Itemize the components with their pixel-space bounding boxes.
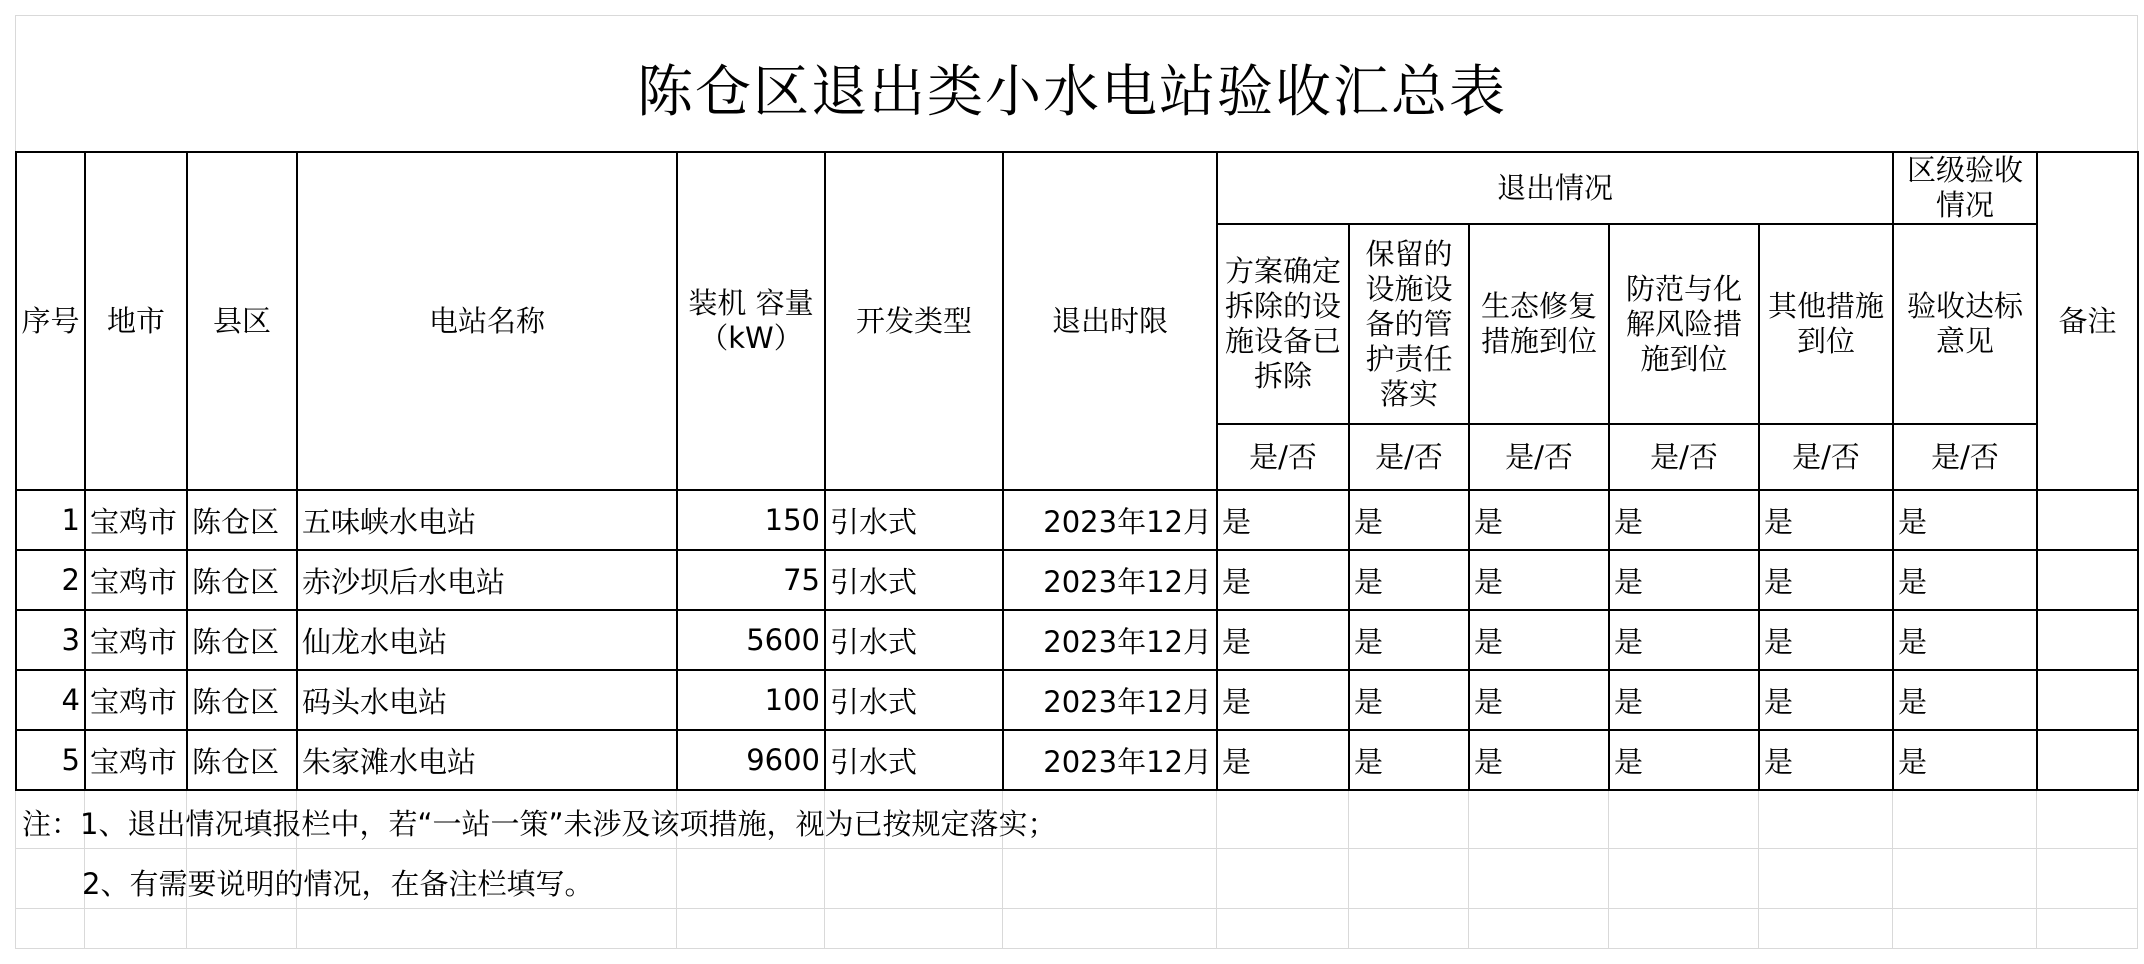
cell-dismantled: 是: [1217, 610, 1349, 670]
cell-county: 陈仓区: [187, 490, 297, 550]
cell-custody: 是: [1349, 730, 1469, 790]
cell-station: 赤沙坝后水电站: [297, 550, 677, 610]
cell-ecology: 是: [1469, 670, 1609, 730]
cell-station: 五味峡水电站: [297, 490, 677, 550]
cell-dev-type: 引水式: [825, 550, 1003, 610]
footnote-1: 注：1、退出情况填报栏中，若“一站一策”未涉及该项措施，视为已按规定落实；: [22, 807, 1057, 841]
page-title: 陈仓区退出类小水电站验收汇总表: [637, 60, 1507, 125]
header-sub-accept-opinion: 验收达标意见: [1893, 224, 2037, 424]
header-capacity: 装机 容量（kW）: [677, 152, 825, 490]
table-row: [16, 610, 2138, 670]
cell-other: 是: [1759, 490, 1893, 550]
table-row: [16, 670, 2138, 730]
cell-county: 陈仓区: [187, 730, 297, 790]
header-exit-deadline: 退出时限: [1003, 152, 1217, 490]
header-district-accept: 区级验收情况: [1893, 152, 2037, 224]
cell-deadline: 2023年12月: [1003, 730, 1217, 790]
cell-city: 宝鸡市: [85, 490, 187, 550]
cell-capacity: 9600: [677, 730, 825, 790]
cell-dev-type: 引水式: [825, 730, 1003, 790]
table-row: [16, 730, 2138, 790]
cell-other: 是: [1759, 550, 1893, 610]
cell-capacity: 5600: [677, 610, 825, 670]
header-row-1: [16, 152, 2138, 224]
cell-station: 码头水电站: [297, 670, 677, 730]
cell-risk: 是: [1609, 550, 1759, 610]
cell-city: 宝鸡市: [85, 610, 187, 670]
header-yesno: 是/否: [1469, 424, 1609, 490]
cell-risk: 是: [1609, 610, 1759, 670]
cell-remark: [2037, 670, 2138, 730]
cell-custody: 是: [1349, 490, 1469, 550]
cell-county: 陈仓区: [187, 610, 297, 670]
cell-station: 仙龙水电站: [297, 610, 677, 670]
header-yesno: 是/否: [1349, 424, 1469, 490]
header-sub-dismantled: 方案确定拆除的设施设备已拆除: [1217, 224, 1349, 424]
cell-dismantled: 是: [1217, 490, 1349, 550]
cell-seq: 3: [16, 610, 85, 670]
cell-seq: 4: [16, 670, 85, 730]
cell-accept-opinion: 是: [1893, 490, 2037, 550]
cell-ecology: 是: [1469, 550, 1609, 610]
cell-city: 宝鸡市: [85, 550, 187, 610]
cell-dismantled: 是: [1217, 670, 1349, 730]
cell-deadline: 2023年12月: [1003, 670, 1217, 730]
cell-risk: 是: [1609, 490, 1759, 550]
header-station: 电站名称: [297, 152, 677, 490]
cell-dismantled: 是: [1217, 550, 1349, 610]
cell-accept-opinion: 是: [1893, 670, 2037, 730]
header-yesno: 是/否: [1217, 424, 1349, 490]
cell-custody: 是: [1349, 610, 1469, 670]
cell-risk: 是: [1609, 730, 1759, 790]
table-row: [16, 550, 2138, 610]
cell-accept-opinion: 是: [1893, 550, 2037, 610]
header-dev-type: 开发类型: [825, 152, 1003, 490]
cell-dev-type: 引水式: [825, 490, 1003, 550]
cell-risk: 是: [1609, 670, 1759, 730]
cell-other: 是: [1759, 610, 1893, 670]
cell-remark: [2037, 730, 2138, 790]
header-city: 地市: [85, 152, 187, 490]
cell-seq: 5: [16, 730, 85, 790]
cell-remark: [2037, 490, 2138, 550]
cell-remark: [2037, 550, 2138, 610]
cell-capacity: 150: [677, 490, 825, 550]
header-yesno: 是/否: [1759, 424, 1893, 490]
header-remark: 备注: [2037, 152, 2138, 490]
summary-table: [15, 151, 2139, 791]
cell-remark: [2037, 610, 2138, 670]
header-sub-ecology: 生态修复措施到位: [1469, 224, 1609, 424]
cell-county: 陈仓区: [187, 550, 297, 610]
table-row: [16, 490, 2138, 550]
cell-custody: 是: [1349, 670, 1469, 730]
cell-ecology: 是: [1469, 730, 1609, 790]
cell-deadline: 2023年12月: [1003, 550, 1217, 610]
cell-capacity: 75: [677, 550, 825, 610]
header-exit-status: 退出情况: [1217, 152, 1893, 224]
cell-city: 宝鸡市: [85, 670, 187, 730]
cell-dev-type: 引水式: [825, 670, 1003, 730]
cell-seq: 2: [16, 550, 85, 610]
header-yesno: 是/否: [1893, 424, 2037, 490]
cell-accept-opinion: 是: [1893, 610, 2037, 670]
header-sub-other: 其他措施到位: [1759, 224, 1893, 424]
footnote-2: 2、有需要说明的情况，在备注栏填写。: [82, 867, 594, 901]
cell-accept-opinion: 是: [1893, 730, 2037, 790]
header-yesno: 是/否: [1609, 424, 1759, 490]
cell-other: 是: [1759, 730, 1893, 790]
header-sub-risk: 防范与化解风险措施到位: [1609, 224, 1759, 424]
cell-deadline: 2023年12月: [1003, 610, 1217, 670]
cell-station: 朱家滩水电站: [297, 730, 677, 790]
cell-ecology: 是: [1469, 490, 1609, 550]
cell-other: 是: [1759, 670, 1893, 730]
cell-deadline: 2023年12月: [1003, 490, 1217, 550]
cell-custody: 是: [1349, 550, 1469, 610]
header-seq: 序号: [16, 152, 85, 490]
cell-city: 宝鸡市: [85, 730, 187, 790]
cell-dev-type: 引水式: [825, 610, 1003, 670]
cell-seq: 1: [16, 490, 85, 550]
cell-county: 陈仓区: [187, 670, 297, 730]
cell-ecology: 是: [1469, 610, 1609, 670]
header-sub-custody: 保留的设施设备的管护责任落实: [1349, 224, 1469, 424]
header-county: 县区: [187, 152, 297, 490]
cell-dismantled: 是: [1217, 730, 1349, 790]
cell-capacity: 100: [677, 670, 825, 730]
